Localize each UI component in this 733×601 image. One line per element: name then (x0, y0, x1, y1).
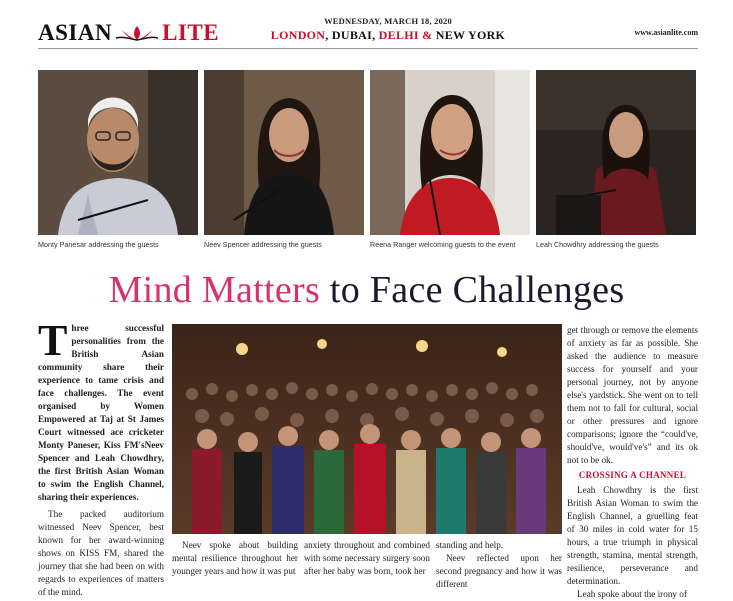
lotus-emblem-icon (114, 24, 160, 42)
headline-highlight: Mind Matters (108, 269, 321, 311)
logo-right-text: LITE (162, 20, 220, 45)
masthead-rule (38, 48, 698, 49)
article-paragraph: Leah spoke about the irony of (577, 589, 687, 599)
photo-cell-3 (370, 70, 530, 249)
photo-neev-spencer (204, 70, 364, 235)
city-segment: LONDON (270, 28, 326, 42)
issue-date: WEDNESDAY, MARCH 18, 2020 (324, 16, 452, 26)
city-segment: DELHI (378, 28, 419, 42)
photo-caption: Monty Panesar addressing the guests (38, 240, 159, 249)
group-photo (172, 324, 562, 534)
photo-strip (38, 70, 698, 255)
article-paragraph: The packed auditorium witnessed Neev Spencer, best known for her award-winning shows on KISS FM, shared the journey that she had been on with regards to experiences of matters of the mind. (38, 509, 164, 597)
subheading: CROSSING A CHANNEL (578, 470, 687, 480)
photo-leah-chowdhry (536, 70, 696, 235)
article-column-2 (172, 539, 298, 578)
article-paragraph: get through or remove the elements of anxiety as far as possible. She asked the audience to measure success for yourself and your personal journey, not by anyone else's yardstick. She went on to tell them not to fall for cultural, social or other pressures and ignore comparisons; ignore the “could've, should've, would've's” and its ok not to be ok. (567, 325, 698, 465)
headline (0, 268, 733, 312)
headline-rest: to Face Challenges (320, 269, 625, 311)
site-url[interactable]: www.asianlite.com (634, 28, 698, 37)
city-segment: DUBAI (331, 28, 373, 42)
drop-cap: T (38, 316, 68, 365)
edition-cities (258, 28, 518, 43)
article-column-3 (304, 539, 430, 578)
photo-cell-1 (38, 70, 198, 249)
article-column-5 (567, 324, 698, 601)
article-paragraph: Leah Chowdhry is the first British Asian Woman to swim the English Channel, a gruelling feat of 30 miles in cold water for 15 hours, a true triumph in physical strength, stamina, mental strength, resilience, perseverance and determination. (567, 485, 698, 586)
city-segment: , (372, 28, 379, 42)
city-segment: & (418, 28, 436, 42)
masthead (38, 14, 698, 48)
article-lead: hree successful personalities from the British Asian community share their experience to tame crisis and face challenges. The event organised by Women Empowered at Taj at St James Court witnessed ace cricketer Monty Paneser, Kiss FM'sNeev Spencer and Leah Chowdhry, the first British Asian Woman to swim the English Channel, sharing their experiences. (38, 323, 164, 502)
article-column-4 (436, 539, 562, 591)
logo[interactable] (38, 20, 219, 46)
article-paragraph: Neev spoke about building mental resilience throughout her younger years and how it was put (172, 540, 298, 576)
photo-caption: Reena Ranger welcoming guests to the event (370, 240, 516, 249)
city-segment: , (325, 28, 332, 42)
photo-caption: Neev Spencer addressing the guests (204, 240, 322, 249)
city-segment: NEW YORK (435, 28, 506, 42)
article-paragraph: anxiety throughout and combined with some necessary surgery soon after her baby was born, took her (304, 540, 430, 576)
logo-left-text: ASIAN (38, 20, 113, 45)
photo-reena-ranger (370, 70, 530, 235)
photo-cell-2 (204, 70, 364, 249)
article-paragraph: standing and help. (436, 540, 504, 550)
article-column-1 (38, 316, 164, 599)
dateline (258, 16, 518, 43)
photo-monty-panesar (38, 70, 198, 235)
photo-cell-4 (536, 70, 696, 249)
article-paragraph: Neev reflected upon her second pregnancy and how it was different (436, 553, 562, 589)
photo-caption: Leah Chowdhry addressing the guests (536, 240, 659, 249)
